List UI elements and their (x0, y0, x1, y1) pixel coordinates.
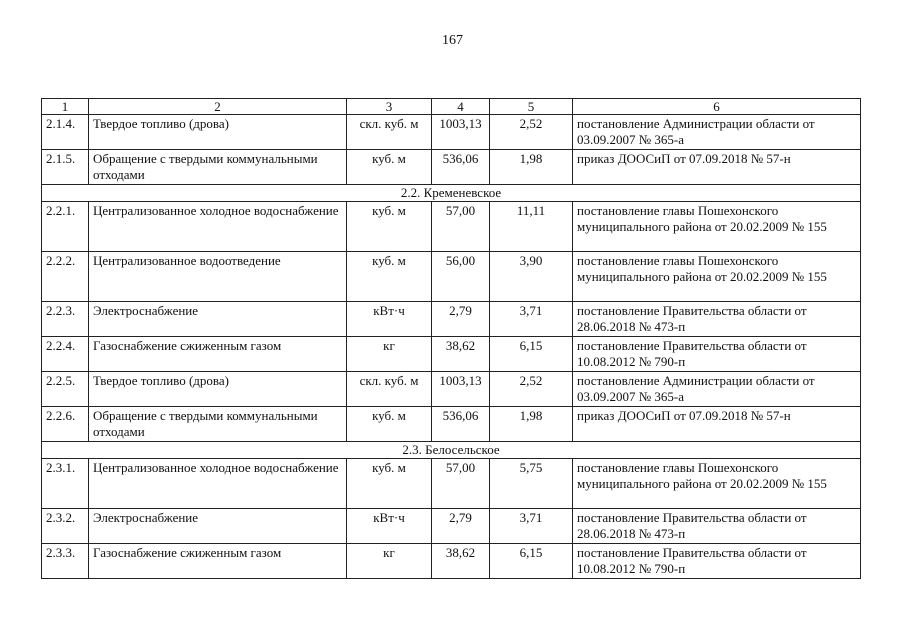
service-name: Централизованное холодное водоснабжение (89, 202, 347, 252)
unit-of-measure: скл. куб. м (347, 372, 432, 407)
unit-of-measure: кг (347, 544, 432, 579)
service-name: Твердое топливо (дрова) (89, 115, 347, 150)
row-number: 2.2.4. (42, 337, 89, 372)
service-name: Электроснабжение (89, 302, 347, 337)
legal-basis: приказ ДООСиП от 07.09.2018 № 57-н (573, 407, 861, 442)
row-number: 2.2.3. (42, 302, 89, 337)
norm-value: 1,98 (490, 150, 573, 185)
column-header: 1 (42, 99, 89, 115)
tariff-value: 38,62 (432, 544, 490, 579)
tariff-value: 2,79 (432, 509, 490, 544)
legal-basis: постановление Правительства области от 28.06.2018 № 473-п (573, 302, 861, 337)
legal-basis: постановление Правительства области от 28.06.2018 № 473-п (573, 509, 861, 544)
row-number: 2.2.2. (42, 252, 89, 302)
legal-basis: постановление Администрации области от 03.09.2007 № 365-а (573, 372, 861, 407)
norm-value: 1,98 (490, 407, 573, 442)
norm-value: 2,52 (490, 372, 573, 407)
tariff-table (41, 98, 861, 579)
section-row (42, 185, 861, 202)
service-name: Электроснабжение (89, 509, 347, 544)
tariff-value: 38,62 (432, 337, 490, 372)
unit-of-measure: кг (347, 337, 432, 372)
unit-of-measure: куб. м (347, 459, 432, 509)
column-header: 4 (432, 99, 490, 115)
unit-of-measure: куб. м (347, 407, 432, 442)
legal-basis: приказ ДООСиП от 07.09.2018 № 57-н (573, 150, 861, 185)
section-title: 2.2. Кременевское (42, 185, 861, 202)
norm-value: 5,75 (490, 459, 573, 509)
unit-of-measure: куб. м (347, 202, 432, 252)
row-number: 2.1.5. (42, 150, 89, 185)
norm-value: 6,15 (490, 337, 573, 372)
unit-of-measure: скл. куб. м (347, 115, 432, 150)
norm-value: 3,71 (490, 302, 573, 337)
unit-of-measure: кВт·ч (347, 509, 432, 544)
legal-basis: постановление Правительства области от 10.08.2012 № 790-п (573, 337, 861, 372)
row-number: 2.3.1. (42, 459, 89, 509)
table-row (42, 544, 861, 579)
section-title: 2.3. Белосельское (42, 442, 861, 459)
service-name: Газоснабжение сжиженным газом (89, 337, 347, 372)
norm-value: 11,11 (490, 202, 573, 252)
legal-basis: постановление Администрации области от 03.09.2007 № 365-а (573, 115, 861, 150)
service-name: Газоснабжение сжиженным газом (89, 544, 347, 579)
tariff-value: 57,00 (432, 202, 490, 252)
norm-value: 6,15 (490, 544, 573, 579)
table-row (42, 252, 861, 302)
column-header-row (42, 99, 861, 115)
table-row (42, 202, 861, 252)
column-header: 3 (347, 99, 432, 115)
table-row (42, 115, 861, 150)
legal-basis: постановление Правительства области от 10.08.2012 № 790-п (573, 544, 861, 579)
service-name: Централизованное холодное водоснабжение (89, 459, 347, 509)
table-row (42, 372, 861, 407)
column-header: 2 (89, 99, 347, 115)
service-name: Централизованное водоотведение (89, 252, 347, 302)
tariff-value: 536,06 (432, 407, 490, 442)
column-header: 5 (490, 99, 573, 115)
tariff-value: 2,79 (432, 302, 490, 337)
norm-value: 3,71 (490, 509, 573, 544)
service-name: Обращение с твердыми коммунальными отходами (89, 150, 347, 185)
service-name: Твердое топливо (дрова) (89, 372, 347, 407)
unit-of-measure: куб. м (347, 252, 432, 302)
table-row (42, 407, 861, 442)
legal-basis: постановление главы Пошехонского муниципального района от 20.02.2009 № 155 (573, 202, 861, 252)
row-number: 2.3.3. (42, 544, 89, 579)
tariff-value: 1003,13 (432, 372, 490, 407)
tariff-value: 536,06 (432, 150, 490, 185)
legal-basis: постановление главы Пошехонского муниципального района от 20.02.2009 № 155 (573, 459, 861, 509)
service-name: Обращение с твердыми коммунальными отходами (89, 407, 347, 442)
row-number: 2.2.1. (42, 202, 89, 252)
tariff-value: 56,00 (432, 252, 490, 302)
norm-value: 2,52 (490, 115, 573, 150)
row-number: 2.2.6. (42, 407, 89, 442)
column-header: 6 (573, 99, 861, 115)
unit-of-measure: куб. м (347, 150, 432, 185)
section-row (42, 442, 861, 459)
table-row (42, 509, 861, 544)
page-number: 167 (442, 33, 463, 48)
table-row (42, 459, 861, 509)
unit-of-measure: кВт·ч (347, 302, 432, 337)
table-row (42, 302, 861, 337)
row-number: 2.3.2. (42, 509, 89, 544)
table-row (42, 337, 861, 372)
row-number: 2.1.4. (42, 115, 89, 150)
legal-basis: постановление главы Пошехонского муниципального района от 20.02.2009 № 155 (573, 252, 861, 302)
row-number: 2.2.5. (42, 372, 89, 407)
table-row (42, 150, 861, 185)
tariff-value: 57,00 (432, 459, 490, 509)
norm-value: 3,90 (490, 252, 573, 302)
tariff-value: 1003,13 (432, 115, 490, 150)
